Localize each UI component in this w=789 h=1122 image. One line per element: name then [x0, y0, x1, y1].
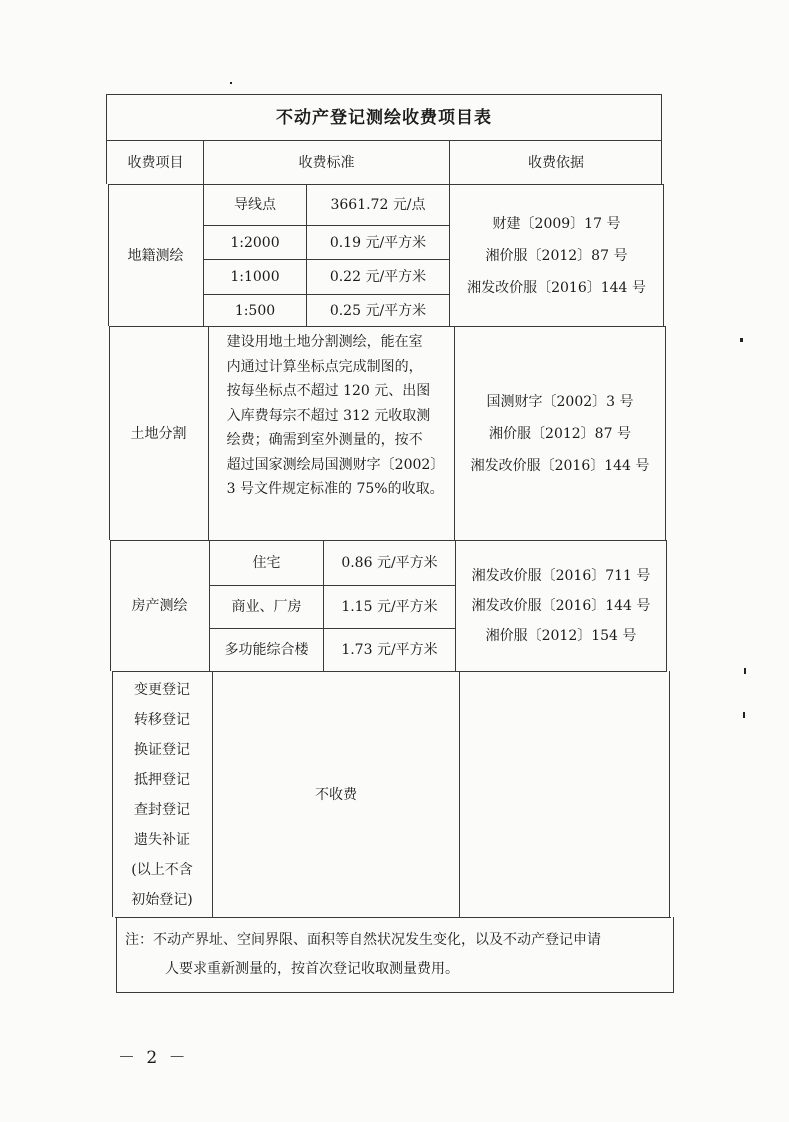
page-number: － 2 －	[118, 1048, 189, 1068]
land-basis	[455, 327, 665, 540]
basis-line: 湘价服〔2012〕87 号	[489, 425, 631, 442]
table-note	[117, 918, 673, 992]
basis-line: 湘价服〔2012〕154 号	[485, 628, 637, 644]
border-right-d	[666, 540, 667, 671]
cadastral-value: 0.19 元/平方米	[329, 234, 427, 251]
basis-line: 财建〔2009〕17 号	[492, 215, 621, 232]
scan-speck	[230, 82, 232, 84]
house-basis	[456, 541, 666, 671]
land-standard-line: 3 号文件规定标准的 75%的收取。	[226, 481, 444, 497]
house-label: 商业、厂房	[231, 599, 302, 615]
registration-item: (以上不含	[131, 861, 193, 878]
basis-line: 湘价服〔2012〕87 号	[485, 247, 628, 264]
house-value: 1.73 元/平方米	[341, 642, 438, 658]
registration-items	[112, 672, 212, 917]
cadastral-label: 1:1000	[230, 269, 280, 285]
scan-speck	[744, 668, 746, 674]
cadastral-value: 0.22 元/平方米	[329, 269, 427, 285]
border-right-b	[663, 184, 664, 326]
registration-item: 查封登记	[134, 801, 190, 818]
table-border-bottom	[117, 992, 674, 993]
registration-item: 初始登记)	[131, 891, 193, 908]
table-title: 不动产登记测绘收费项目表	[276, 107, 492, 128]
basis-line: 湘发改价服〔2016〕144 号	[470, 457, 650, 474]
border-right-e	[669, 671, 670, 917]
basis-line: 湘发改价服〔2016〕144 号	[467, 279, 646, 296]
note-line: 人要求重新测量的，按首次登记收取测量费用。	[165, 961, 459, 977]
col2-divider-d	[459, 671, 460, 917]
header-basis: 收费依据	[528, 154, 584, 171]
scan-speck	[740, 338, 743, 342]
house-value: 1.15 元/平方米	[341, 599, 438, 615]
basis-line: 国测财字〔2002〕3 号	[486, 393, 634, 410]
land-standard-line: 绘费；确需到室外测量的，按不	[226, 432, 423, 448]
land-standard-line: 超过国家测绘局国测财字〔2002〕	[226, 456, 445, 473]
border-right-c	[665, 326, 666, 540]
house-label: 住宅	[252, 555, 281, 571]
cadastral-label: 1:500	[234, 302, 276, 319]
registration-item: 遗失补证	[134, 831, 190, 848]
registration-item: 转移登记	[134, 711, 190, 728]
header-standard: 收费标准	[298, 154, 355, 171]
header-item: 收费项目	[127, 154, 184, 171]
registration-item: 换证登记	[134, 741, 190, 758]
house-label: 多功能综合楼	[224, 642, 309, 658]
registration-item: 变更登记	[134, 681, 190, 698]
cadastral-item: 地籍测绘	[127, 247, 184, 264]
registration-item: 抵押登记	[134, 771, 190, 788]
cadastral-value: 0.25 元/平方米	[329, 302, 427, 319]
border-right-f	[673, 917, 674, 993]
land-standard-line: 按每坐标点不超过 120 元、出图	[226, 383, 431, 399]
land-standard-line: 建设用地土地分割测绘，能在室	[226, 334, 423, 350]
scan-speck	[743, 712, 745, 718]
basis-line: 湘发改价服〔2016〕144 号	[471, 598, 651, 614]
cadastral-label: 导线点	[234, 197, 276, 213]
land-standard	[209, 327, 454, 540]
registration-standard: 不收费	[315, 786, 357, 803]
cadastral-basis	[450, 185, 663, 326]
land-standard-line: 入库费每宗不超过 312 元收取测	[226, 407, 431, 424]
house-item: 房产测绘	[131, 598, 188, 614]
cadastral-value: 3661.72 元/点	[330, 197, 426, 213]
land-standard-line: 内通过计算坐标点完成制图的，	[226, 358, 423, 375]
house-value: 0.86 元/平方米	[341, 555, 438, 571]
basis-line: 湘发改价服〔2016〕711 号	[471, 568, 651, 584]
land-item: 土地分割	[130, 425, 187, 442]
note-line: 注：不动产界址、空间界限、面积等自然状况发生变化，以及不动产登记申请	[125, 932, 601, 948]
cadastral-label: 1:2000	[230, 234, 280, 251]
